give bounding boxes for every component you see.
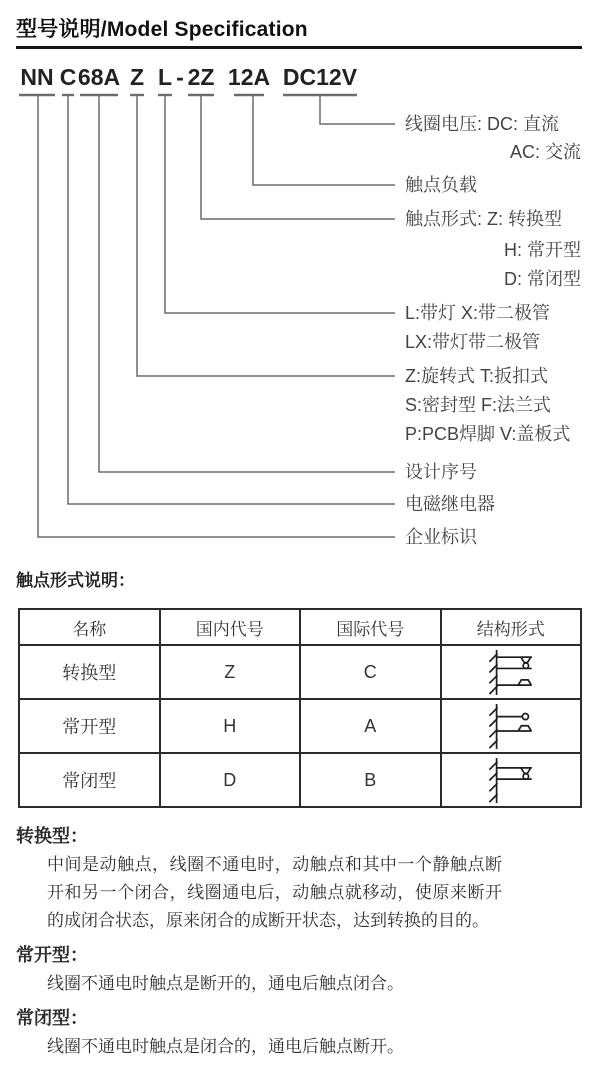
title-rule <box>16 46 582 49</box>
model-segment-12a: 12A <box>227 64 271 90</box>
model-segment-2z: 2Z <box>187 64 215 90</box>
header-name: 名称 <box>19 609 160 645</box>
label-contact-form-d: D: 常闭型 <box>503 269 581 289</box>
model-segment-nn: NN <box>20 64 54 90</box>
label-design-serial: 设计序号 <box>405 462 477 482</box>
label-mounting: Z:旋转式 T:扳扣式 <box>405 366 548 386</box>
contact-notes <box>16 822 582 1061</box>
cell-name: 转换型 <box>19 645 160 699</box>
table-row <box>19 645 581 699</box>
model-segment-c: C <box>59 64 77 90</box>
label-contact-load: 触点负载 <box>405 175 477 195</box>
table-row <box>19 753 581 807</box>
cell-domestic-code: H <box>160 699 301 753</box>
header-structure-form: 结构形式 <box>441 609 582 645</box>
note-changeover <box>16 822 582 935</box>
table-row <box>19 699 581 753</box>
label-coil-voltage: 线圈电压: DC: 直流 <box>405 114 560 134</box>
note-heading: 转换型： <box>16 826 88 846</box>
cell-domestic-code: Z <box>160 645 301 699</box>
cell-international-code: C <box>300 645 441 699</box>
note-body: 中间是动触点，线圈不通电时，动触点和其中一个静触点断开和另一个闭合，线圈通电后，动触点就移动，使原来断开的成闭合状态，原来闭合的成断开状态，达到转换的目的。 <box>47 855 502 930</box>
model-segment-z: Z <box>129 64 145 90</box>
note-heading: 常开型： <box>16 945 88 965</box>
note-body: 线圈不通电时触点是闭合的，通电后触点断开。 <box>47 1037 404 1056</box>
changeover-contact-icon <box>484 649 538 696</box>
normally-open-contact-icon <box>484 703 538 750</box>
note-normally-closed <box>16 1004 582 1061</box>
model-segment-dc12v: DC12V <box>282 64 358 90</box>
label-lamp: L:带灯 X:带二极管 <box>405 303 551 323</box>
header-domestic-code: 国内代号 <box>160 609 301 645</box>
note-body: 线圈不通电时触点是断开的，通电后触点闭合。 <box>47 974 404 993</box>
label-coil-voltage-ac: AC: 交流 <box>509 142 581 162</box>
cell-international-code: B <box>300 753 441 807</box>
model-segment-68a: 68A <box>77 64 121 90</box>
label-relay: 电磁继电器 <box>405 494 495 514</box>
label-mounting-sf: S:密封型 F:法兰式 <box>405 395 552 415</box>
header-international-code: 国际代号 <box>300 609 441 645</box>
cell-name: 常闭型 <box>19 753 160 807</box>
label-lamp-lx: LX:带灯带二极管 <box>405 332 541 352</box>
page-title: 型号说明/Model Specification <box>16 18 308 41</box>
cell-domestic-code: D <box>160 753 301 807</box>
model-segment-l: L <box>157 64 173 90</box>
contact-table-title: 触点形式说明： <box>16 571 135 590</box>
label-brand: 企业标识 <box>405 527 477 547</box>
contact-form-table <box>18 608 582 808</box>
model-segment-dash: - <box>176 64 184 90</box>
cell-name: 常开型 <box>19 699 160 753</box>
normally-closed-contact-icon <box>484 757 538 804</box>
table-header-row <box>19 609 581 645</box>
label-mounting-pv: P:PCB焊脚 V:盖板式 <box>405 424 571 444</box>
cell-international-code: A <box>300 699 441 753</box>
label-contact-form-h: H: 常开型 <box>503 240 581 260</box>
note-heading: 常闭型： <box>16 1008 88 1028</box>
label-contact-form: 触点形式: Z: 转换型 <box>405 209 562 229</box>
note-normally-open <box>16 941 582 998</box>
